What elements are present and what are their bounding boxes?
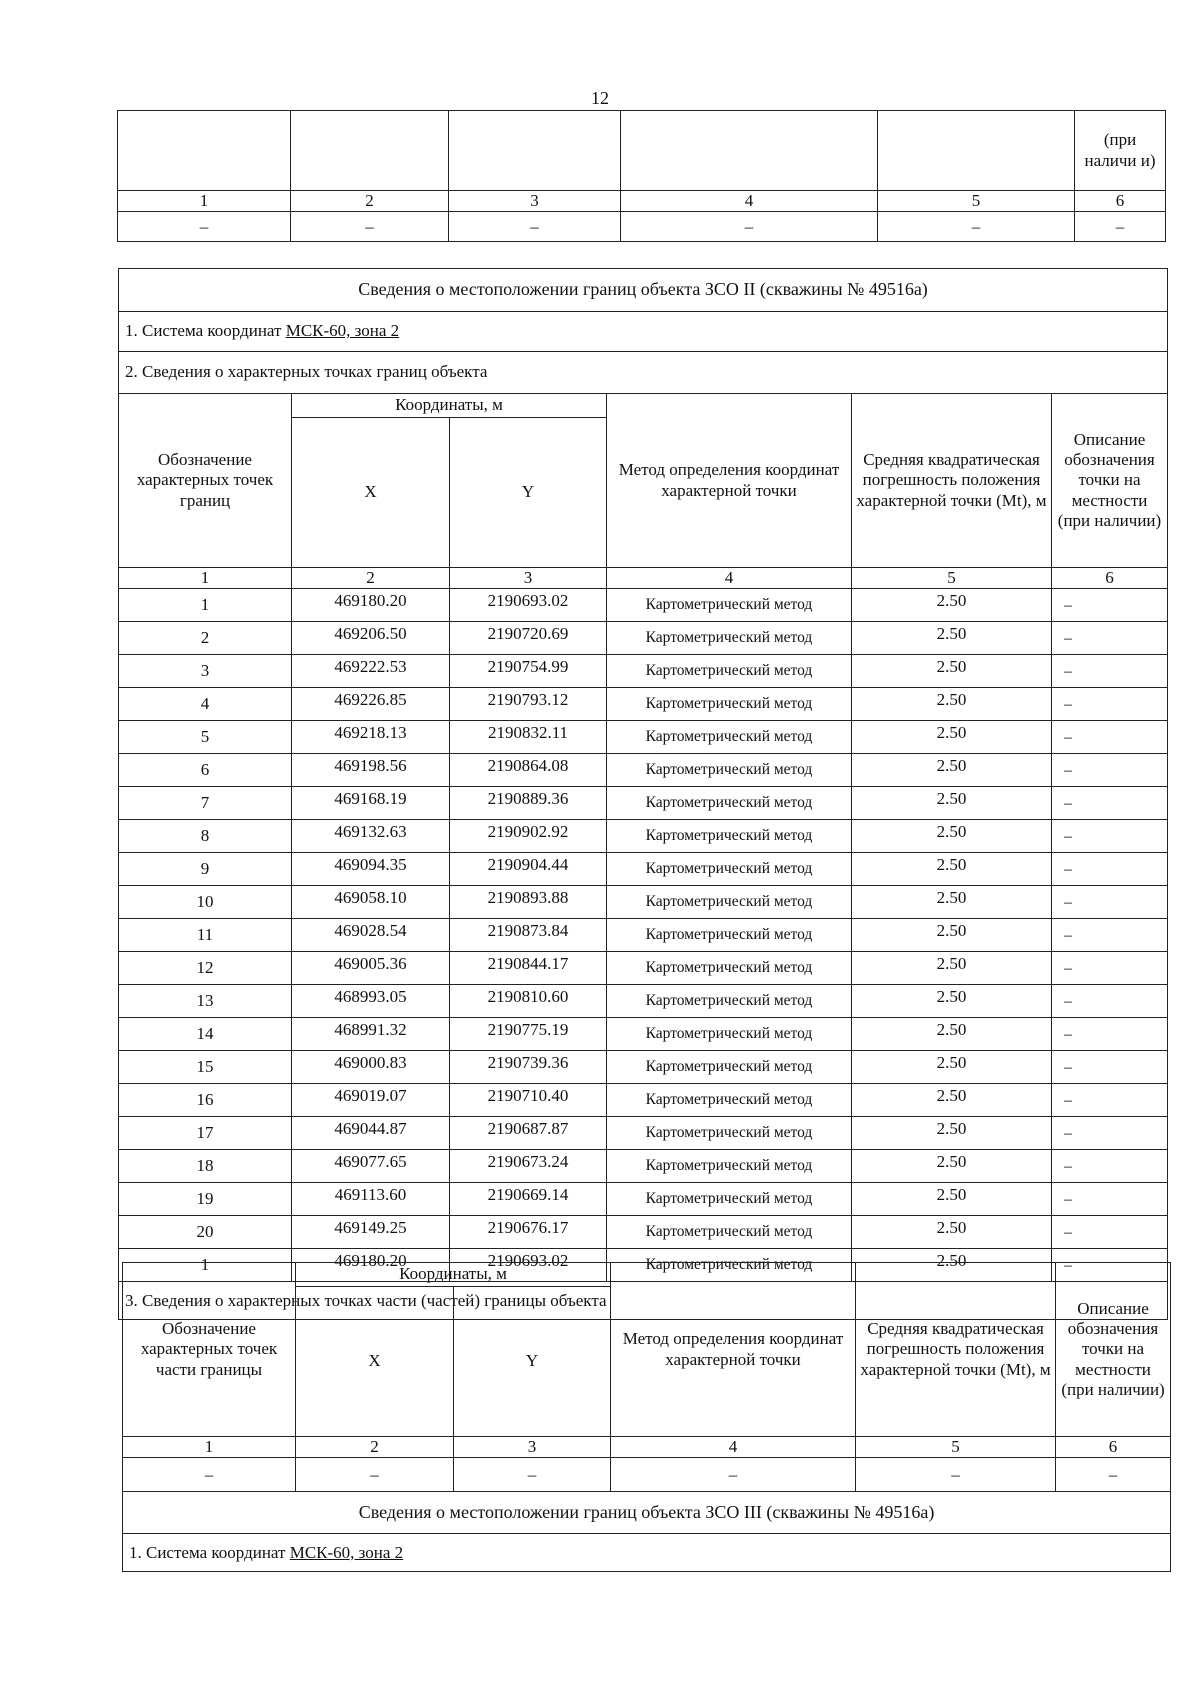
empty-cell: – — [856, 1458, 1056, 1492]
point-description: – — [1052, 1249, 1168, 1282]
point-y: 2190864.08 — [450, 754, 607, 787]
point-accuracy: 2.50 — [852, 754, 1052, 787]
point-method: Картометрический метод — [607, 1051, 852, 1084]
point-method: Картометрический метод — [607, 1084, 852, 1117]
point-x: 469094.35 — [292, 853, 450, 886]
table-row — [119, 688, 1168, 721]
point-accuracy: 2.50 — [852, 952, 1052, 985]
continuation-header-row — [118, 111, 1166, 191]
point-number: 11 — [119, 919, 292, 952]
point-accuracy: 2.50 — [852, 820, 1052, 853]
table-row — [119, 1150, 1168, 1183]
point-accuracy: 2.50 — [852, 1018, 1052, 1051]
empty-cell: – — [291, 212, 449, 242]
point-method: Картометрический метод — [607, 1183, 852, 1216]
point-description: – — [1052, 919, 1168, 952]
column-number-cell: 6 — [1052, 568, 1168, 589]
point-method: Картометрический метод — [607, 1117, 852, 1150]
point-x: 469168.19 — [292, 787, 450, 820]
table-row — [119, 1117, 1168, 1150]
zso2-title: Сведения о местоположении границ объекта ЗСО II (скважины № 49516а) — [119, 269, 1168, 312]
table-row — [119, 1216, 1168, 1249]
column-number-cell: 6 — [1075, 191, 1166, 212]
point-y: 2190720.69 — [450, 622, 607, 655]
table-row — [119, 721, 1168, 754]
point-accuracy: 2.50 — [852, 589, 1052, 622]
point-description: – — [1052, 1150, 1168, 1183]
point-method: Картометрический метод — [607, 1150, 852, 1183]
point-number: 1 — [119, 1249, 292, 1282]
empty-cell: – — [1056, 1458, 1171, 1492]
column-number-cell: 2 — [292, 568, 450, 589]
point-method: Картометрический метод — [607, 853, 852, 886]
point-x: 469132.63 — [292, 820, 450, 853]
zso2-header-row — [119, 394, 1168, 418]
header-accuracy: Средняя квадратическая погрешность положения характерной точки (Мt), м — [852, 394, 1052, 568]
page-number: 12 — [591, 88, 609, 108]
empty-cell: – — [1075, 212, 1166, 242]
point-description: – — [1052, 688, 1168, 721]
parts-header-y: Y — [454, 1287, 611, 1437]
table-row — [119, 1183, 1168, 1216]
point-accuracy: 2.50 — [852, 1249, 1052, 1282]
empty-cell: – — [878, 212, 1075, 242]
point-x: 469113.60 — [292, 1183, 450, 1216]
point-number: 5 — [119, 721, 292, 754]
point-accuracy: 2.50 — [852, 622, 1052, 655]
point-x: 469226.85 — [292, 688, 450, 721]
point-number: 13 — [119, 985, 292, 1018]
point-accuracy: 2.50 — [852, 853, 1052, 886]
point-description: – — [1052, 952, 1168, 985]
zso2-section2-title: 2. Сведения о характерных точках границ объекта — [119, 352, 1168, 394]
point-method: Картометрический метод — [607, 655, 852, 688]
parts-header-description: Описание обозначения точки на местности (при наличии) — [1056, 1263, 1171, 1437]
column-number-cell: 3 — [454, 1437, 611, 1458]
point-x: 469044.87 — [292, 1117, 450, 1150]
table-row — [119, 919, 1168, 952]
point-x: 469222.53 — [292, 655, 450, 688]
point-method: Картометрический метод — [607, 721, 852, 754]
column-number-cell: 5 — [852, 568, 1052, 589]
table-row — [119, 952, 1168, 985]
point-number: 2 — [119, 622, 292, 655]
column-number-cell: 2 — [296, 1437, 454, 1458]
table-row — [119, 985, 1168, 1018]
table-row — [119, 655, 1168, 688]
empty-cell: – — [118, 212, 291, 242]
point-y: 2190754.99 — [450, 655, 607, 688]
parts-table — [122, 1262, 1171, 1572]
parts-header-accuracy: Средняя квадратическая погрешность положения характерной точки (Мt), м — [856, 1263, 1056, 1437]
point-description: – — [1052, 787, 1168, 820]
column-number-cell: 3 — [450, 568, 607, 589]
point-number: 6 — [119, 754, 292, 787]
point-x: 468991.32 — [292, 1018, 450, 1051]
point-accuracy: 2.50 — [852, 1051, 1052, 1084]
point-y: 2190693.02 — [450, 1249, 607, 1282]
point-accuracy: 2.50 — [852, 787, 1052, 820]
zso3-title: Сведения о местоположении границ объекта ЗСО III (скважины № 49516а) — [123, 1492, 1171, 1534]
point-description: – — [1052, 886, 1168, 919]
empty-cell: – — [454, 1458, 611, 1492]
point-description: – — [1052, 1018, 1168, 1051]
point-y: 2190693.02 — [450, 589, 607, 622]
point-method: Картометрический метод — [607, 820, 852, 853]
zso2-coord-system — [119, 312, 1168, 352]
table-row — [119, 1018, 1168, 1051]
point-y: 2190893.88 — [450, 886, 607, 919]
point-description: – — [1052, 754, 1168, 787]
point-method: Картометрический метод — [607, 688, 852, 721]
column-number-cell: 4 — [621, 191, 878, 212]
table-row — [119, 622, 1168, 655]
continuation-header-description: (при наличи и) — [1075, 111, 1166, 191]
point-accuracy: 2.50 — [852, 919, 1052, 952]
point-accuracy: 2.50 — [852, 985, 1052, 1018]
coord-system-name: МСК-60, зона 2 — [285, 321, 400, 341]
point-method: Картометрический метод — [607, 1018, 852, 1051]
point-description: – — [1052, 1117, 1168, 1150]
continuation-header-cell — [291, 111, 449, 191]
column-numbers-row — [123, 1437, 1171, 1458]
point-method: Картометрический метод — [607, 787, 852, 820]
point-x: 469218.13 — [292, 721, 450, 754]
coord-system-name: МСК-60, зона 2 — [289, 1542, 404, 1562]
point-description: – — [1052, 589, 1168, 622]
column-number-cell: 5 — [856, 1437, 1056, 1458]
table-row — [119, 853, 1168, 886]
point-method: Картометрический метод — [607, 886, 852, 919]
table-row — [119, 754, 1168, 787]
point-number: 4 — [119, 688, 292, 721]
zso2-coord-system-row — [119, 312, 1168, 352]
point-y: 2190673.24 — [450, 1150, 607, 1183]
parts-header-coords: Координаты, м — [296, 1263, 611, 1287]
table-row — [119, 1084, 1168, 1117]
point-accuracy: 2.50 — [852, 1084, 1052, 1117]
point-description: – — [1052, 853, 1168, 886]
point-x: 469180.20 — [292, 1249, 450, 1282]
point-number: 16 — [119, 1084, 292, 1117]
point-x: 469149.25 — [292, 1216, 450, 1249]
point-y: 2190889.36 — [450, 787, 607, 820]
empty-cell: – — [621, 212, 878, 242]
point-number: 20 — [119, 1216, 292, 1249]
header-method: Метод определения координат характерной точки — [607, 394, 852, 568]
continuation-header-cell — [878, 111, 1075, 191]
zso2-section3-title: 3. Сведения о характерных точках части (частей) границы объекта — [119, 1282, 1168, 1320]
point-description: – — [1052, 655, 1168, 688]
header-y: Y — [450, 418, 607, 568]
point-y: 2190710.40 — [450, 1084, 607, 1117]
point-method: Картометрический метод — [607, 754, 852, 787]
point-method: Картометрический метод — [607, 622, 852, 655]
point-y: 2190873.84 — [450, 919, 607, 952]
empty-data-row — [118, 212, 1166, 242]
point-number: 12 — [119, 952, 292, 985]
parts-header-method: Метод определения координат характерной точки — [611, 1263, 856, 1437]
point-y: 2190844.17 — [450, 952, 607, 985]
point-x: 469077.65 — [292, 1150, 450, 1183]
point-number: 9 — [119, 853, 292, 886]
point-y: 2190904.44 — [450, 853, 607, 886]
column-number-cell: 1 — [119, 568, 292, 589]
point-number: 17 — [119, 1117, 292, 1150]
column-number-cell: 5 — [878, 191, 1075, 212]
column-number-cell: 6 — [1056, 1437, 1171, 1458]
point-accuracy: 2.50 — [852, 1216, 1052, 1249]
column-number-cell: 1 — [118, 191, 291, 212]
zso3-coord-system-row — [123, 1534, 1171, 1572]
header-designation: Обозначение характерных точек границ — [119, 394, 292, 568]
point-number: 10 — [119, 886, 292, 919]
point-accuracy: 2.50 — [852, 886, 1052, 919]
zso3-coord-system — [123, 1534, 1171, 1572]
point-accuracy: 2.50 — [852, 1150, 1052, 1183]
point-method: Картометрический метод — [607, 589, 852, 622]
table-row — [119, 820, 1168, 853]
table-row — [119, 787, 1168, 820]
point-x: 469019.07 — [292, 1084, 450, 1117]
point-x: 469000.83 — [292, 1051, 450, 1084]
point-x: 469198.56 — [292, 754, 450, 787]
column-numbers-row — [119, 568, 1168, 589]
column-number-cell: 2 — [291, 191, 449, 212]
point-description: – — [1052, 985, 1168, 1018]
continuation-header-cell — [449, 111, 621, 191]
point-x: 469058.10 — [292, 886, 450, 919]
point-accuracy: 2.50 — [852, 688, 1052, 721]
point-description: – — [1052, 820, 1168, 853]
table-row — [119, 1051, 1168, 1084]
zso3-title-row — [123, 1492, 1171, 1534]
coord-system-prefix: 1. Система координат — [125, 321, 286, 341]
empty-data-row — [123, 1458, 1171, 1492]
zso2-title-row — [119, 269, 1168, 312]
continuation-table — [117, 110, 1166, 242]
parts-header-designation: Обозначение характерных точек части границы — [123, 1263, 296, 1437]
column-number-cell: 1 — [123, 1437, 296, 1458]
parts-header-row — [123, 1263, 1171, 1287]
point-number: 19 — [119, 1183, 292, 1216]
parts-header-x: X — [296, 1287, 454, 1437]
coord-system-prefix: 1. Система координат — [129, 1542, 290, 1562]
point-y: 2190775.19 — [450, 1018, 607, 1051]
zso2-table — [118, 268, 1168, 1320]
point-method: Картометрический метод — [607, 919, 852, 952]
point-method: Картометрический метод — [607, 1249, 852, 1282]
point-y: 2190793.12 — [450, 688, 607, 721]
point-number: 1 — [119, 589, 292, 622]
point-method: Картометрический метод — [607, 952, 852, 985]
column-number-cell: 3 — [449, 191, 621, 212]
empty-cell: – — [296, 1458, 454, 1492]
point-y: 2190687.87 — [450, 1117, 607, 1150]
point-description: – — [1052, 1183, 1168, 1216]
point-number: 8 — [119, 820, 292, 853]
point-y: 2190739.36 — [450, 1051, 607, 1084]
point-number: 3 — [119, 655, 292, 688]
header-coords: Координаты, м — [292, 394, 607, 418]
table-row — [119, 886, 1168, 919]
column-numbers-row — [118, 191, 1166, 212]
point-description: – — [1052, 1216, 1168, 1249]
header-description: Описание обозначения точки на местности (при наличии) — [1052, 394, 1168, 568]
point-y: 2190676.17 — [450, 1216, 607, 1249]
point-accuracy: 2.50 — [852, 721, 1052, 754]
point-description: – — [1052, 721, 1168, 754]
point-number: 18 — [119, 1150, 292, 1183]
point-accuracy: 2.50 — [852, 1117, 1052, 1150]
table-row — [119, 589, 1168, 622]
header-x: X — [292, 418, 450, 568]
empty-cell: – — [611, 1458, 856, 1492]
point-x: 469005.36 — [292, 952, 450, 985]
point-y: 2190669.14 — [450, 1183, 607, 1216]
zso2-section2-row — [119, 352, 1168, 394]
point-y: 2190902.92 — [450, 820, 607, 853]
point-number: 14 — [119, 1018, 292, 1051]
point-accuracy: 2.50 — [852, 1183, 1052, 1216]
point-x: 469206.50 — [292, 622, 450, 655]
point-description: – — [1052, 1084, 1168, 1117]
point-accuracy: 2.50 — [852, 655, 1052, 688]
zso2-points-body — [119, 589, 1168, 1282]
point-x: 469028.54 — [292, 919, 450, 952]
continuation-header-cell — [621, 111, 878, 191]
point-description: – — [1052, 1051, 1168, 1084]
point-x: 468993.05 — [292, 985, 450, 1018]
point-y: 2190832.11 — [450, 721, 607, 754]
empty-cell: – — [449, 212, 621, 242]
point-y: 2190810.60 — [450, 985, 607, 1018]
point-method: Картометрический метод — [607, 985, 852, 1018]
point-description: – — [1052, 622, 1168, 655]
continuation-header-cell — [118, 111, 291, 191]
column-number-cell: 4 — [607, 568, 852, 589]
empty-cell: – — [123, 1458, 296, 1492]
point-number: 7 — [119, 787, 292, 820]
point-method: Картометрический метод — [607, 1216, 852, 1249]
point-number: 15 — [119, 1051, 292, 1084]
point-x: 469180.20 — [292, 589, 450, 622]
column-number-cell: 4 — [611, 1437, 856, 1458]
